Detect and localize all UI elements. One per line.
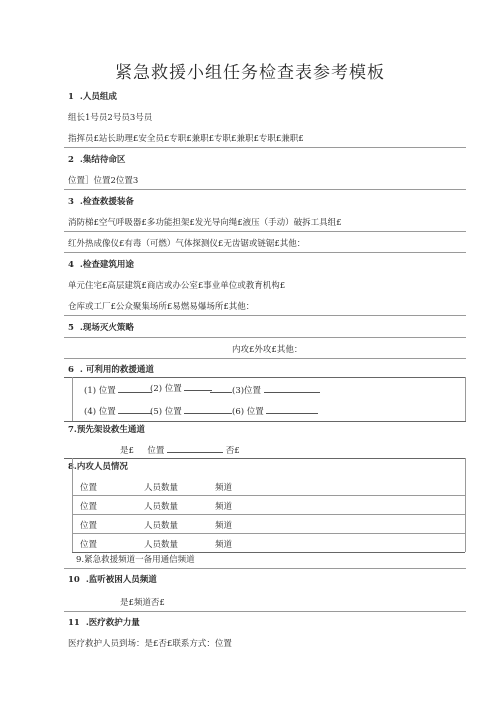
divider <box>64 231 466 232</box>
section-3-heading <box>68 197 134 208</box>
table-border-left <box>72 377 73 421</box>
section-4-line-2: 仓库或工厂£公众聚集场所£易燃易爆场所£其他： <box>68 302 255 312</box>
divider <box>64 568 466 569</box>
divider <box>64 458 466 459</box>
crew-row-3-position: 位置 <box>80 521 98 531</box>
section-4-heading <box>68 260 134 271</box>
section-5-heading <box>68 323 134 334</box>
table-border-right <box>465 377 466 421</box>
route-1-blank[interactable] <box>118 384 152 393</box>
section-10-line-1: 是£频道否£ <box>120 598 165 608</box>
divider <box>64 377 466 378</box>
section-5-number: 5 <box>68 323 74 333</box>
route-5-blank[interactable] <box>184 405 212 414</box>
section-4-line-1: 单元住宅£高层建筑£商店或办公室£事业单位或教育机构£ <box>68 281 286 291</box>
section-3-title: .检查救援装备 <box>79 197 134 207</box>
route-3-label: (3)位置 <box>232 386 262 396</box>
route-2-label: (2) 位置 <box>150 384 182 394</box>
table-row-divider <box>72 514 465 515</box>
section-1-line-1: 组长1号员2号员3号员 <box>68 113 153 123</box>
divider <box>64 189 466 190</box>
table-bottom-border <box>72 552 465 553</box>
divider <box>64 315 466 316</box>
section-7-heading: 7.预先架设救生通道 <box>68 425 145 435</box>
route-6-lead-blank[interactable] <box>212 405 232 414</box>
section-3-number: 3 <box>68 197 74 207</box>
section-11-line-1: 医疗救护人员到场：是£否£联系方式：位置 <box>68 639 232 649</box>
section-2-title: .集结待命区 <box>79 155 126 165</box>
section-5-line-1: 内攻£外攻£其他： <box>232 345 303 355</box>
route-1-label: (1) 位置 <box>84 386 116 396</box>
route-4-label: (4) 位置 <box>84 407 116 417</box>
route-4-blank[interactable] <box>118 405 152 414</box>
route-4-field <box>84 405 152 418</box>
route-6-blank[interactable] <box>266 405 318 414</box>
section-6-heading <box>68 365 154 376</box>
divider <box>64 147 466 148</box>
crew-row-4-count: 人员数量 <box>144 540 179 550</box>
section-3-line-2: 红外热成像仪£有毒（可燃）气体探测仪£无齿锯或链锯£其他： <box>68 239 306 249</box>
table-row-divider <box>72 495 465 496</box>
crew-row-4-channel: 频道 <box>215 540 233 550</box>
divider <box>64 252 466 253</box>
crew-row-3-count: 人员数量 <box>144 521 179 531</box>
route-2-blank[interactable] <box>184 382 212 391</box>
crew-row-2-position: 位置 <box>80 502 98 512</box>
table-border-left <box>72 458 73 552</box>
section-6-number: 6 <box>68 365 74 375</box>
section-8-heading: 8.内攻人员情况 <box>68 462 128 472</box>
route-5-field <box>150 405 212 418</box>
route-6-field <box>212 405 318 418</box>
divider <box>64 611 466 612</box>
document-title: 紧急救援小组任务检查表参考模板 <box>115 63 385 83</box>
route-3-blank[interactable] <box>264 384 320 393</box>
section-10-number: 10 <box>68 575 80 585</box>
section-10-heading <box>68 575 157 586</box>
crew-row-3-channel: 频道 <box>215 521 233 531</box>
route-3-field <box>210 384 320 397</box>
crew-row-4-position: 位置 <box>80 540 98 550</box>
route-2-field <box>150 382 212 395</box>
section-11-heading <box>68 618 140 629</box>
section-4-number: 4 <box>68 260 74 270</box>
crew-row-1-position: 位置 <box>80 483 98 493</box>
section-11-title: .医疗救护力量 <box>85 618 140 628</box>
section-2-line-1: 位置］位置2位置3 <box>68 176 139 186</box>
crew-row-1-count: 人员数量 <box>144 483 179 493</box>
crew-row-1-channel: 频道 <box>215 483 233 493</box>
section-7-options <box>120 444 240 457</box>
section-11-number: 11 <box>68 618 80 628</box>
section-5-title: .现场灭火策略 <box>79 323 134 333</box>
section-1-title: .人员组成 <box>79 92 117 102</box>
route-1-field <box>84 384 152 397</box>
section-10-title: .监听被困人员频道 <box>85 575 157 585</box>
divider <box>64 337 466 338</box>
route-5-label: (5) 位置 <box>150 407 182 417</box>
section-4-title: .检查建筑用途 <box>79 260 134 270</box>
section-9-heading: 9.紧急救援频道一备用通信频道 <box>76 555 195 565</box>
section-7-position-blank[interactable] <box>167 444 223 453</box>
crew-row-2-count: 人员数量 <box>144 502 179 512</box>
route-6-label: (6) 位置 <box>232 407 264 417</box>
section-1-heading <box>68 92 117 103</box>
divider <box>64 421 466 422</box>
section-7-no[interactable]: 否£ <box>225 446 240 456</box>
section-3-line-1: 消防梯£空气呼吸器£多功能担架£发光导向绳£液压（手动）破拆工具组£ <box>68 218 342 228</box>
section-2-heading <box>68 155 125 166</box>
section-1-line-2: 指挥员£站长助理£安全员£专职£兼职£专职£兼职£专职£兼职£ <box>68 134 304 144</box>
table-row-divider <box>72 533 465 534</box>
section-1-number: 1 <box>68 92 74 102</box>
section-7-position-label: 位置 <box>147 446 165 456</box>
divider <box>64 358 466 359</box>
table-border-right <box>465 458 466 552</box>
section-6-title: . 可利用的救援通道 <box>79 365 154 375</box>
section-2-number: 2 <box>68 155 74 165</box>
route-3-lead-blank[interactable] <box>210 384 232 393</box>
section-7-yes[interactable]: 是£ <box>120 446 134 456</box>
crew-row-2-channel: 频道 <box>215 502 233 512</box>
